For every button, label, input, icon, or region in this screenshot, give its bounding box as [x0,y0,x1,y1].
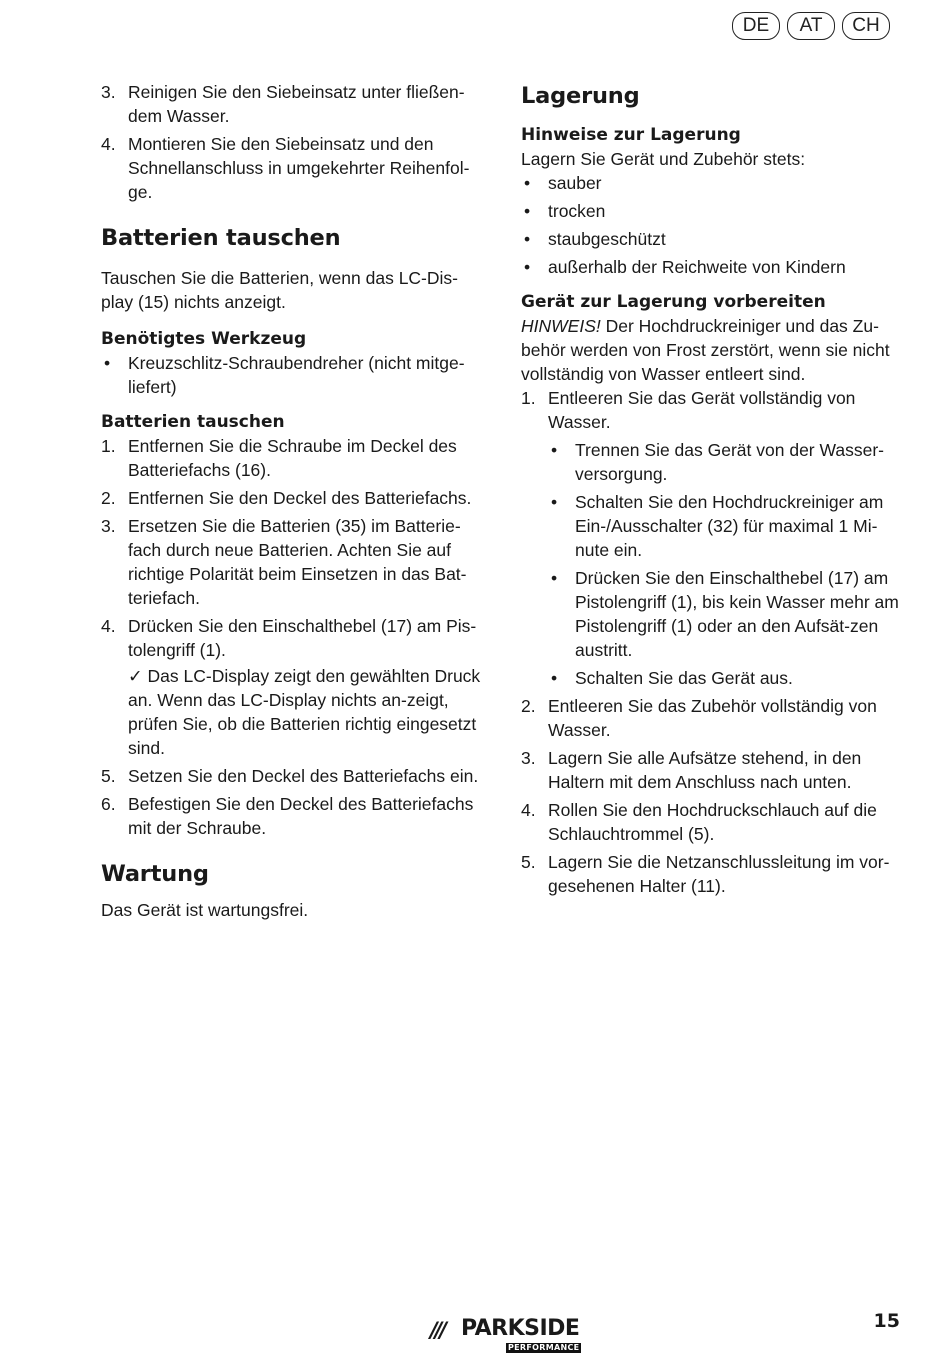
list-item: • Trennen Sie das Gerät von der Wasser-versorgung. [551,440,884,484]
page-number: 15 [873,1310,900,1332]
section-heading-batterien: Batterien tauschen [101,225,341,251]
left-column [101,80,486,922]
logo-slashes-icon: /// [430,1318,445,1342]
badge-de: DE [732,12,780,40]
section-heading-wartung: Wartung [101,861,209,887]
bullet-icon: • [524,229,531,249]
bullet-icon: • [551,668,558,688]
parkside-logo [430,1316,590,1356]
step-result: ✓ Das LC-Display zeigt den gewählten Druck an. Wenn das LC-Display nichts an-zeigt, prüfen Sie, ob die Batterien richtig eingesetzt sind. [128,666,481,758]
list-item: 5. Lagern Sie die Netzanschlussleitung im vor-gesehenen Halter (11). [521,852,890,896]
werkzeug-list [101,351,486,399]
bullet-icon: • [524,257,531,277]
list-item: 3. Ersetzen Sie die Batterien (35) im Batterie-fach durch neue Batterien. Achten Sie auf richtige Polarität beim Einsetzen in das Bat-teriefach. [101,516,467,608]
list-item: 2. Entfernen Sie den Deckel des Batteriefachs. [101,488,472,508]
list-item: 3. Reinigen Sie den Siebeinsatz unter fließen-dem Wasser. [101,82,465,126]
list-item: 3. Lagern Sie alle Aufsätze stehend, in den Haltern mit dem Anschluss nach unten. [521,748,862,792]
badge-ch: CH [842,12,890,40]
hinweis-note: HINWEIS! Der Hochdruckreiniger und das Zu-behör werden von Frost zerstört, wenn sie nicht vollständig von Wasser entleert sind. [521,316,890,384]
list-item: • Kreuzschlitz-Schraubendreher (nicht mitge-liefert) [104,353,465,397]
country-badges [732,12,890,40]
right-column [521,80,906,902]
bullet-icon: • [551,568,558,588]
hinweise-intro: Lagern Sie Gerät und Zubehör stets: [521,149,806,169]
subheading-tauschen: Batterien tauschen [101,412,285,432]
list-item: 6. Befestigen Sie den Deckel des Batteriefachs mit der Schraube. [101,794,474,838]
note-label: HINWEIS! [521,316,601,336]
intro-list [101,80,486,204]
list-item: 1. Entfernen Sie die Schraube im Deckel des Batteriefachs (16). [101,436,457,480]
batterien-intro: Tauschen Sie die Batterien, wenn das LC-Dis-play (15) nichts anzeigt. [101,268,458,312]
list-item: • Schalten Sie das Gerät aus. [551,668,793,688]
logo-wordmark: PARKSIDE [461,1316,580,1341]
list-item: 4. Rollen Sie den Hochdruckschlauch auf die Schlauchtrommel (5). [521,800,877,844]
subheading-hinweise: Hinweise zur Lagerung [521,125,741,145]
bullet-icon: • [551,440,558,460]
list-item: 4. Drücken Sie den Einschalthebel (17) am Pis-tolengriff (1). ✓ Das LC-Display zeigt den gewählten Druck an. Wenn das LC-Display nichts an-zeigt, prüfen Sie, ob die Batterien richtig eingesetzt sind. [101,614,486,760]
bullet-icon: • [104,353,111,373]
list-item: 1. Entleeren Sie das Gerät vollständig von Wasser. • Trennen Sie das Gerät von der Wasser-versorgung. • Schalten Sie den Hochdruckreiniger am Ein-/Ausschalter (32) für maximal 1 Mi-nute ein. • Drücken Sie den Einschalthebel (17) am Pistolengriff (1), bis kein Wasser mehr am Pistolengriff (1) oder an den Aufsät-zen austritt. • Schalten Sie das Gerät aus. [521,386,906,690]
list-item: • außerhalb der Reichweite von Kindern [524,257,846,277]
list-item: • sauber [524,173,602,193]
bullet-icon: • [524,173,531,193]
list-item: 5. Setzen Sie den Deckel des Batteriefachs ein. [101,766,479,786]
vorbereiten-steps [521,386,906,898]
sub-list [548,438,906,690]
list-item: 2. Entleeren Sie das Zubehör vollständig von Wasser. [521,696,877,740]
bullet-icon: • [551,492,558,512]
subheading-werkzeug: Benötigtes Werkzeug [101,329,307,349]
bullet-icon: • [524,201,531,221]
subheading-vorbereiten: Gerät zur Lagerung vorbereiten [521,292,826,312]
tauschen-steps [101,434,486,840]
list-item: • staubgeschützt [524,229,666,249]
list-item: • Drücken Sie den Einschalthebel (17) am Pistolengriff (1), bis kein Wasser mehr am Pistolengriff (1) oder an den Aufsät-zen austritt. [551,568,899,660]
logo-performance-tag: PERFORMANCE [508,1343,580,1352]
list-item: 4. Montieren Sie den Siebeinsatz und den Schnellanschluss in umgekehrter Reihenfol-ge. [101,134,470,202]
hinweise-list [521,171,906,279]
wartung-text: Das Gerät ist wartungsfrei. [101,900,309,920]
section-heading-lagerung: Lagerung [521,83,640,109]
list-item: • trocken [524,201,606,221]
list-item: • Schalten Sie den Hochdruckreiniger am Ein-/Ausschalter (32) für maximal 1 Mi-nute ein. [551,492,884,560]
badge-at: AT [787,12,835,40]
